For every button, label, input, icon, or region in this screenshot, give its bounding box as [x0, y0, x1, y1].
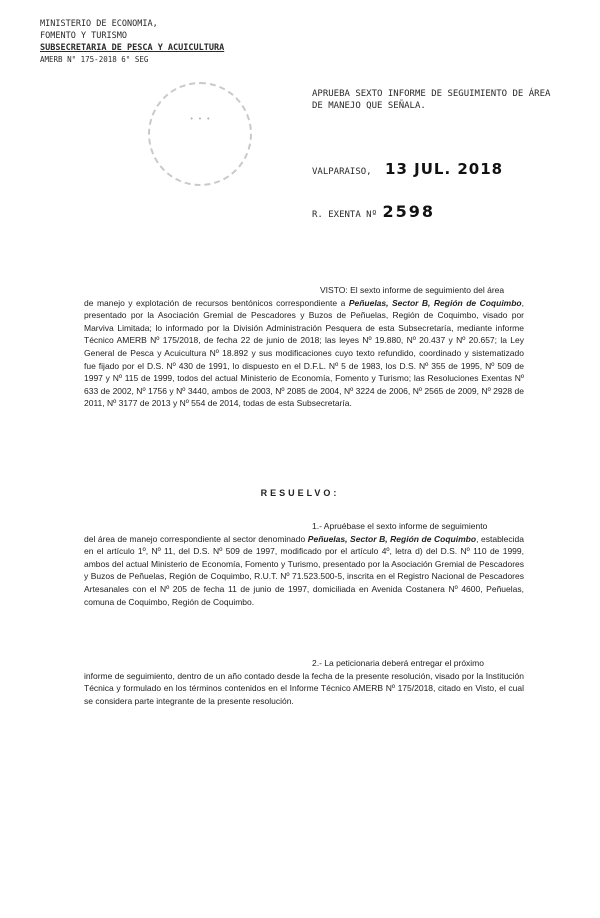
stamp-inner: • • •: [189, 115, 211, 123]
visto-section: [84, 284, 524, 410]
letterhead: [40, 18, 240, 66]
ministry-line: MINISTERIO DE ECONOMIA,: [40, 19, 158, 29]
place-date: [312, 160, 503, 178]
exenta-number: 2598: [382, 202, 435, 221]
point-1-text-2: , establecida en el artículo 1º, Nº 11, del D.S. Nº 509 de 1997, modificado por el artículo 4º, letra d) del D.S. Nº 110 de 1999, ambos del actual Ministerio de Economía, Fomento y Turismo, presentado por la Asociación Gremial de Pescadores y Buzos de Peñuelas, Región de Coquimbo, R.U.T. Nº 71.523.500-5, inscrita en el Registro Nacional de Pescadores Artesanales con el Nº 205 de fecha 11 de junio de 1997, domiciliada en Avenida Costanera Nº 4600, Peñuelas, comuna de Coquimbo, Región de Coquimbo.: [84, 533, 524, 607]
visto-place-name: Peñuelas, Sector B, Región de Coquimbo: [348, 297, 522, 308]
document-subject: APRUEBA SEXTO INFORME DE SEGUIMIENTO DE ÁREA DE MANEJO QUE SEÑALA.: [312, 89, 551, 111]
point-2-lead: 2.- La peticionaria deberá entregar el próximo: [312, 658, 484, 668]
subsecretaria-line: SUBSECRETARIA DE PESCA Y ACUICULTURA: [40, 43, 225, 53]
exenta-label: R. EXENTA Nº: [312, 210, 378, 220]
ministry-line-2: FOMENTO Y TURISMO: [40, 31, 127, 41]
visto-text-1: de manejo y explotación de recursos bentónicos correspondiente a: [84, 297, 349, 308]
exenta-line: [312, 202, 435, 221]
official-stamp: [148, 82, 252, 186]
point-1-text-1: del área de manejo correspondiente al sector denominado: [84, 533, 308, 544]
visto-lead: VISTO: El sexto informe de seguimiento del área: [320, 285, 505, 295]
place-label: VALPARAISO,: [312, 167, 372, 177]
amerb-reference: AMERB N° 175-2018 6° SEG: [40, 55, 149, 64]
date-stamp: 13 JUL. 2018: [385, 160, 504, 178]
visto-text-2: , presentado por la Asociación Gremial de Pescadores y Buzos de Peñuelas, Región de Coquimbo, visado por Marviva Limitada; lo informado por la División Administración Pesquera de esta Subsecretaría, mediante informe Técnico AMERB Nº 175/2018, de fecha 22 de junio de 2018; las leyes Nº 19.880, Nº 20.437 y Nº 20.657; la Ley General de Pesca y Acuicultura Nº 18.892 y sus modificaciones cuyo texto refundido, coordinado y sistematizado fue fijado por el D.S. Nº 430 de 1991, lo dispuesto en el D.F.L. Nº 5 de 1983, los D.S. Nº 355 de 1995, Nº 509 de 1997 y Nº 115 de 1999, todos del actual Ministerio de Economía, Fomento y Turismo; las Resoluciones Exentas Nº 633 de 2002, Nº 1756 y Nº 3440, ambos de 2003, Nº 2085 de 2004, Nº 3224 de 2006, Nº 2565 de 2009, Nº 2928 de 2011, Nº 3177 de 2013 y Nº 554 de 2014, todas de esta Subsecretaría.: [84, 297, 524, 409]
point-1-place-name: Peñuelas, Sector B, Región de Coquimbo: [307, 533, 477, 544]
resolution-point-2: [84, 657, 524, 707]
point-2-text: informe de seguimiento, dentro de un año contado desde la fecha de la presente resolución, visado por la Institución Técnica y formulado en los términos contenidos en el Informe Técnico AMERB Nº 175/2018, citado en Visto, el cual se considera parte integrante de la presente resolución.: [84, 670, 524, 706]
point-1-lead: 1.- Apruébase el sexto informe de seguimiento: [312, 521, 488, 531]
resuelvo-heading: RESUELVO:: [260, 488, 340, 498]
resolution-point-1: [84, 520, 524, 608]
